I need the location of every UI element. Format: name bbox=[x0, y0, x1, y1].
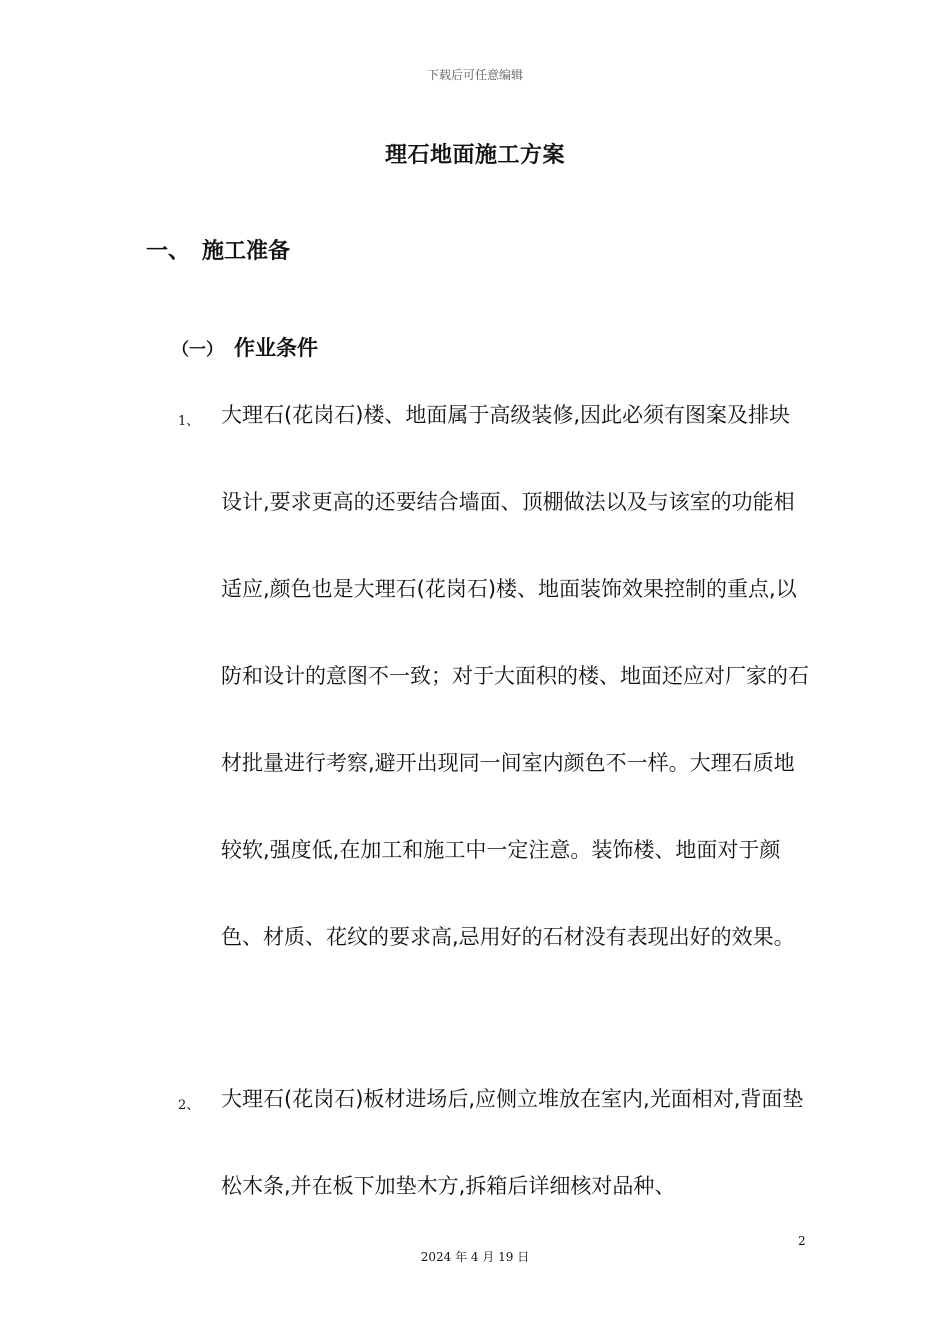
list-item-number: 2、 bbox=[178, 1098, 200, 1113]
header-note: 下载后可任意编辑 bbox=[426, 68, 523, 82]
list-item-text: 大理石(花岗石)楼、地面属于高级装修,因此必须有图案及排块设计,要求更高的还要结合墙面、顶棚做法以及与该室的功能相适应,颜色也是大理石(花岗石)楼、地面装饰效果控制的重点,以防和设计的意图不一致；对于大面积的楼、地面还应对厂家的石材批量进行考察,避开出现同一间室内颜色不一样。大理石质地较软,强度低,在加工和施工中一定注意。装饰楼、地面对于颜色、材质、花纹的要求高,忌用好的石材没有表现出好的效果。 bbox=[221, 403, 809, 949]
subsection-title: 作业条件 bbox=[234, 336, 318, 360]
page-number: 2 bbox=[798, 1234, 806, 1248]
section-title: 施工准备 bbox=[202, 239, 291, 264]
footer-date: 2024 年 4 月 19 日 bbox=[420, 1250, 530, 1264]
document-title: 理石地面施工方案 bbox=[384, 143, 565, 168]
section-number: 一、 bbox=[146, 239, 191, 264]
subsection-number: （一） bbox=[172, 340, 223, 360]
list-item-number: 1、 bbox=[178, 414, 200, 429]
subsection-heading bbox=[172, 332, 318, 362]
section-heading bbox=[146, 234, 290, 265]
list-item-text: 大理石(花岗石)板材进场后,应侧立堆放在室内,光面相对,背面垫松木条,并在板下加垫木方,拆箱后详细核对品种、 bbox=[221, 1087, 804, 1198]
